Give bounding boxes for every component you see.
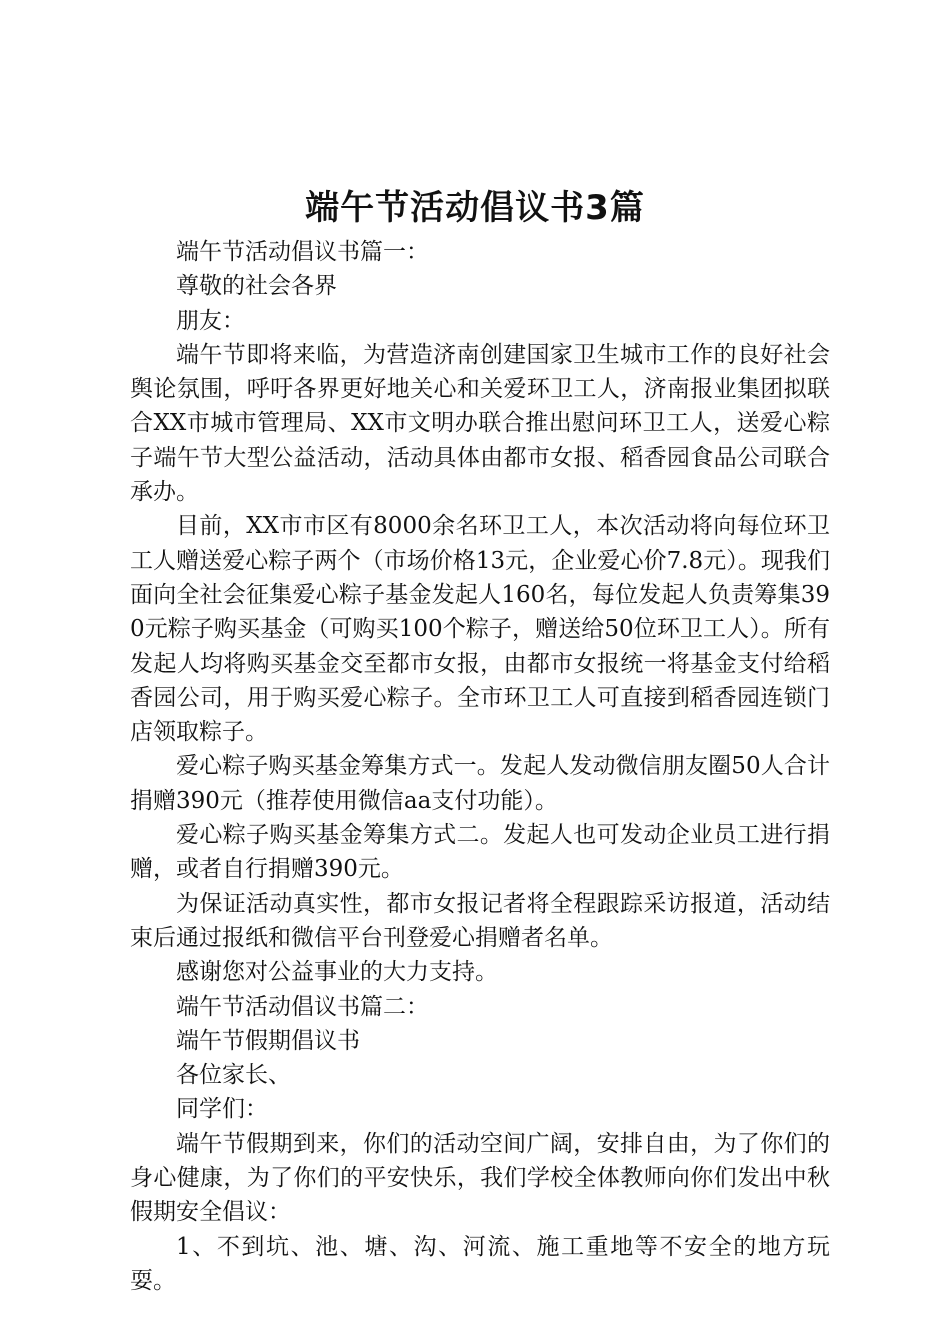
section-heading-one: 端午节活动倡议书篇一： — [176, 239, 429, 265]
salutation-parents: 各位家长、 — [176, 1062, 291, 1089]
safety-item-1: 1、不到坑、池、塘、沟、河流、施工重地等不安全的地方玩耍。 — [130, 1233, 830, 1294]
paragraph-method-two: 爱心粽子购买基金筹集方式二。发起人也可发动企业员工进行捐赠，或者自行捐赠390元。 — [130, 822, 830, 883]
salutation-line-1: 尊敬的社会各界 — [176, 273, 337, 300]
salutation-line-2: 朋友： — [176, 307, 245, 334]
paragraph-authenticity: 为保证活动真实性，都市女报记者将全程跟踪采访报道，活动结束后通过报纸和微信平台刊登爱心捐赠者名单。 — [130, 890, 830, 951]
subtitle-holiday: 端午节假期倡议书 — [176, 1027, 360, 1054]
paragraph-thanks: 感谢您对公益事业的大力支持。 — [176, 959, 498, 986]
document-title: 端午节活动倡议书3篇 — [305, 188, 645, 228]
paragraph-holiday-intro: 端午节假期到来，你们的活动空间广阔，安排自由，为了你们的身心健康，为了你们的平安快乐，我们学校全体教师向你们发出中秋假期安全倡议： — [130, 1130, 830, 1226]
salutation-students: 同学们： — [176, 1096, 268, 1123]
paragraph-details: 目前，XX市市区有8000余名环卫工人，本次活动将向每位环卫工人赠送爱心粽子两个（市场价格13元，企业爱心价7.8元）。现我们面向全社会征集爱心粽子基金发起人160名，每位发起人负责筹集390元粽子购买基金（可购买100个粽子，赠送给50位环卫工人）。所有发起人均将购买基金交至都市女报，由都市女报统一将基金支付给稻香园公司，用于购买爱心粽子。全市环卫工人可直接到稻香园连锁门店领取粽子。 — [130, 513, 830, 746]
paragraph-method-one: 爱心粽子购买基金筹集方式一。发起人发动微信朋友圈50人合计捐赠390元（推荐使用微信aa支付功能）。 — [130, 753, 830, 814]
document-body — [130, 235, 830, 1298]
section-heading-two: 端午节活动倡议书篇二： — [176, 993, 429, 1020]
paragraph-intro: 端午节即将来临，为营造济南创建国家卫生城市工作的良好社会舆论氛围，呼吁各界更好地关心和关爱环卫工人，济南报业集团拟联合XX市城市管理局、XX市文明办联合推出慰问环卫工人，送爱心粽子端午节大型公益活动，活动具体由都市女报、稻香园食品公司联合承办。 — [130, 341, 830, 506]
